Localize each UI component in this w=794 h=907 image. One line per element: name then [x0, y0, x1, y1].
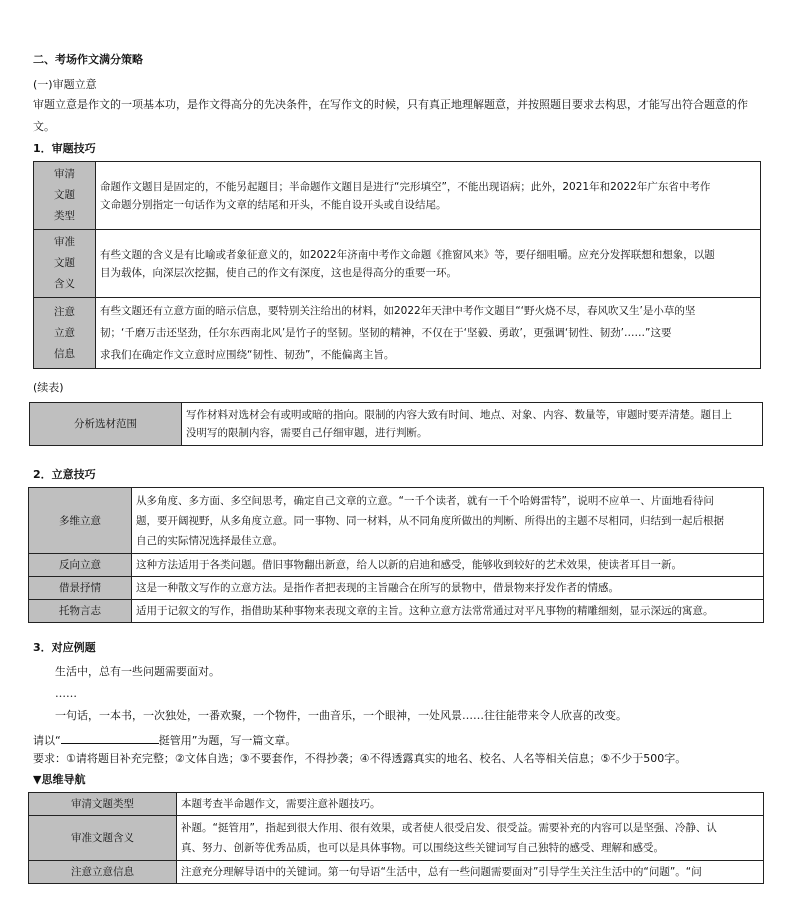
table-row: [30, 403, 763, 446]
table-theme-skills: [28, 487, 764, 623]
text-line: 求我们在确定作文立意时应围绕“韧性、韧劲”，不能偏离主旨。: [100, 349, 395, 361]
label-line: 文题: [54, 189, 75, 201]
table-row: [29, 861, 764, 884]
row-text: [177, 861, 764, 884]
row-label: 借景抒情: [29, 577, 132, 600]
row-text: [96, 162, 761, 230]
row-text: [132, 600, 764, 623]
table-row: [29, 816, 764, 861]
text-line: 补题。“挺管用”，指起到很大作用、很有效果，或者使人很受启发、很受益。需要补充的内容可以是坚强、冷静、认: [181, 822, 717, 834]
row-text: [177, 816, 764, 861]
row-label: 托物言志: [29, 600, 132, 623]
table-topic-skills: [33, 161, 761, 369]
table-row: [29, 600, 764, 623]
row-label: [34, 230, 96, 298]
label-line: 审清: [54, 168, 75, 180]
row-label: 分析选材范围: [30, 403, 182, 446]
prompt-line-2: ……: [55, 687, 77, 700]
guide-title: ▼思维导航: [33, 773, 86, 786]
heading-example: 3．对应例题: [33, 641, 96, 654]
sub-title: (一)审题立意: [33, 78, 97, 91]
text-line: 没明写的限制内容，需要自己仔细审题，进行判断。: [186, 427, 428, 439]
row-text: [132, 488, 764, 554]
row-text: [132, 577, 764, 600]
text-line: 文命题分别指定一句话作为文章的结尾和开头，不能自设开头或自设结尾。: [100, 198, 447, 211]
task-suffix: 挺管用”为题，写一篇文章。: [158, 734, 297, 747]
text-line: 这种方法适用于各类问题。借旧事物翻出新意，给人以新的启迪和感受，能够收到较好的艺术效果，使读者耳目一新。: [136, 559, 682, 571]
title-blank: [61, 731, 159, 744]
heading-theme-skills: 2．立意技巧: [33, 468, 96, 481]
heading-skills: 1．审题技巧: [33, 142, 96, 155]
prompt-line-1: 生活中，总有一些问题需要面对。: [55, 665, 220, 678]
text-line: 写作材料对选材会有或明或暗的指向。限制的内容大致有时间、地点、对象、内容、数量等，审题时要弄清楚。题目上: [186, 409, 732, 421]
row-label: [34, 298, 96, 369]
label-line: 文题: [54, 257, 75, 269]
intro-line-2: 文。: [33, 120, 55, 133]
text-line: 有些文题还有立意方面的暗示信息，要特别关注给出的材料，如2022年天津中考作文题目“‘野火烧不尽，春风吹又生’是小草的坚: [100, 305, 696, 317]
label-line: 审准: [54, 236, 75, 248]
row-label: 审清文题类型: [29, 793, 177, 816]
row-text: [96, 298, 761, 369]
row-label: 多维立意: [29, 488, 132, 554]
table-row: [34, 298, 761, 369]
task-line: [33, 731, 296, 749]
text-line: 真、努力、创新等优秀品质，也可以是具体事物。可以围绕这些关键词写自己独特的感受、理解和感受。: [181, 842, 664, 854]
row-text: [177, 793, 764, 816]
intro-line-1: 审题立意是作文的一项基本功，是作文得高分的先决条件，在写作文的时候，只有真正地理解题意，并按照题目要求去构思，才能写出符合题意的作: [33, 98, 748, 111]
table-row: [34, 162, 761, 230]
text-line: 目为载体，向深层次挖掘，使自己的作文有深度，这也是得高分的重要一环。: [100, 266, 457, 279]
table-row: [29, 488, 764, 554]
section-title: 二、考场作文满分策略: [33, 53, 143, 66]
label-line: 信息: [54, 347, 75, 360]
label-line: 注意: [54, 305, 75, 318]
text-line: 自己的实际情况选择最佳立意。: [136, 534, 283, 547]
table-row: [29, 554, 764, 577]
text-line: 适用于记叙文的写作，指借助某种事物来表现文章的主旨。这种立意方法常常通过对平凡事物的精雕细刻，显示深远的寓意。: [136, 605, 714, 617]
text-line: 从多角度、多方面、多空间思考，确定自己文章的立意。“一千个读者，就有一千个哈姆雷特”，说明不应单一、片面地看待问: [136, 494, 714, 507]
text-line: 命题作文题目是固定的，不能另起题目；半命题作文题目是进行“完形填空”，不能出现语病；此外，2021年和2022年广东省中考作: [100, 180, 711, 193]
row-label: 审准文题含义: [29, 816, 177, 861]
requirements: 要求：①请将题目补充完整；②文体自选；③不要套作，不得抄袭；④不得透露真实的地名、校名、人名等相关信息；⑤不少于500字。: [33, 752, 687, 765]
text-line: 本题考查半命题作文，需要注意补题技巧。: [181, 798, 381, 810]
label-line: 含义: [54, 278, 75, 290]
table-row: [29, 577, 764, 600]
table-material-scope: [29, 402, 763, 446]
text-line: 有些文题的含义是有比喻或者象征意义的，如2022年济南中考作文命题《推窗风来》等，要仔细咀嚼。应充分发挥联想和想象，以题: [100, 248, 715, 261]
label-line: 类型: [54, 210, 75, 222]
row-text: [96, 230, 761, 298]
prompt-line-3: 一句话，一本书，一次独处，一番欢聚，一个物件，一曲音乐，一个眼神，一处风景……往往能带来令人欣喜的改变。: [55, 709, 627, 722]
text-line: 注意充分理解导语中的关键词。第一句导语“生活中，总有一些问题需要面对”引导学生关注生活中的“问题”。“问: [181, 866, 702, 878]
table-thinking-guide: [28, 792, 764, 884]
row-text: [132, 554, 764, 577]
row-label: 注意立意信息: [29, 861, 177, 884]
text-line: 题，要开阔视野，从多角度立意。同一事物、同一材料，从不同角度所做出的判断、所得出的主题不尽相同，归结到一起后根据: [136, 514, 724, 527]
label-line: 立意: [54, 326, 75, 339]
continued-label: (续表): [33, 381, 64, 394]
text-line: 韧；‘千磨万击还坚劲，任尔东西南北风’是竹子的坚韧。坚韧的精神，不仅在于‘坚毅、勇敢’，更强调‘韧性、韧劲’……”这要: [100, 327, 672, 339]
row-text: [182, 403, 763, 446]
task-prefix: 请以“: [33, 734, 61, 747]
row-label: 反向立意: [29, 554, 132, 577]
table-row: [29, 793, 764, 816]
row-label: [34, 162, 96, 230]
text-line: 这是一种散文写作的立意方法。是指作者把表现的主旨融合在所写的景物中，借景物来抒发作者的情感。: [136, 582, 619, 594]
table-row: [34, 230, 761, 298]
